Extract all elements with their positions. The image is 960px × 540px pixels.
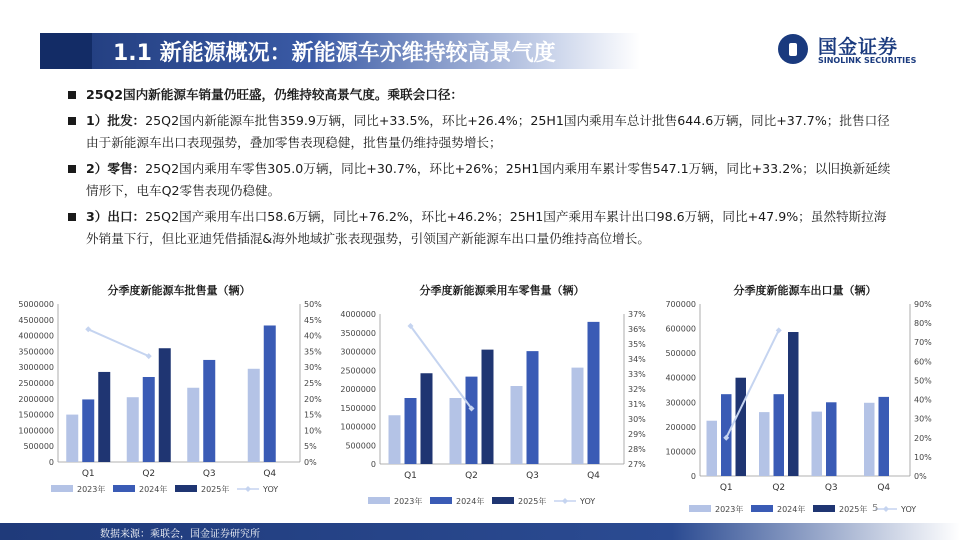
yoy-point xyxy=(85,326,91,332)
legend-marker-yoy xyxy=(562,498,568,504)
bar-2025年-Q1 xyxy=(98,372,110,462)
retail-chart xyxy=(318,282,654,514)
y2-tick-label: 30% xyxy=(914,414,932,424)
page-number: 5 xyxy=(872,503,879,514)
bullet-wholesale xyxy=(68,110,898,154)
x-tick-label: Q3 xyxy=(526,471,539,481)
y2-tick-label: 20% xyxy=(304,394,322,404)
y2-tick-label: 50% xyxy=(914,376,932,386)
y-tick-label: 5000000 xyxy=(18,300,54,309)
y2-tick-label: 80% xyxy=(914,319,932,329)
legend-swatch xyxy=(751,505,773,512)
bar-2024年-Q3 xyxy=(826,402,837,476)
y-tick-label: 0 xyxy=(48,458,54,467)
y-tick-label: 0 xyxy=(690,472,696,481)
chart-title: 分季度新能源乘用车零售量（辆） xyxy=(419,284,585,297)
bullet-intro xyxy=(68,84,898,106)
y2-tick-label: 30% xyxy=(628,415,646,424)
y2-tick-label: 35% xyxy=(304,347,322,357)
company-logo xyxy=(778,32,948,68)
legend-label: 2024年 xyxy=(139,485,168,494)
y2-tick-label: 28% xyxy=(628,445,646,454)
legend-swatch xyxy=(689,505,711,512)
y-tick-label: 1000000 xyxy=(340,422,376,432)
y2-tick-label: 20% xyxy=(914,433,932,443)
y2-tick-label: 40% xyxy=(914,395,932,405)
y2-tick-label: 27% xyxy=(628,460,646,469)
y2-tick-label: 30% xyxy=(304,363,322,373)
y-tick-label: 500000 xyxy=(665,349,696,359)
y-tick-label: 3500000 xyxy=(18,347,54,357)
bullet-label: 3）出口： xyxy=(86,209,146,224)
y2-tick-label: 90% xyxy=(914,300,932,309)
bar-2024年-Q2 xyxy=(143,377,155,462)
bullet-retail xyxy=(68,158,898,202)
y2-tick-label: 32% xyxy=(628,385,646,394)
y-tick-label: 3000000 xyxy=(340,347,376,357)
y-tick-label: 500000 xyxy=(23,442,54,452)
legend-label: 2024年 xyxy=(456,497,485,506)
y2-tick-label: 37% xyxy=(628,310,646,319)
y-tick-label: 4000000 xyxy=(340,310,376,319)
bar-2023年-Q4 xyxy=(248,369,260,462)
y-tick-label: 2000000 xyxy=(18,394,54,404)
y2-tick-label: 25% xyxy=(304,379,322,388)
y-tick-label: 600000 xyxy=(665,324,696,334)
bullet-label: 2）零售： xyxy=(86,161,146,176)
y-tick-label: 200000 xyxy=(665,422,696,432)
x-tick-label: Q2 xyxy=(772,483,786,493)
legend-swatch xyxy=(430,497,452,504)
y-tick-label: 2500000 xyxy=(340,366,376,376)
y2-tick-label: 40% xyxy=(304,331,322,341)
bar-2023年-Q2 xyxy=(759,412,770,476)
y-tick-label: 1500000 xyxy=(18,410,54,420)
bar-2023年-Q1 xyxy=(389,415,401,464)
legend-swatch xyxy=(175,485,197,492)
y2-tick-label: 10% xyxy=(914,452,932,462)
y2-tick-label: 5% xyxy=(304,442,317,452)
bar-2023年-Q3 xyxy=(187,388,199,462)
y-tick-label: 700000 xyxy=(665,300,696,309)
export-chart xyxy=(654,282,960,522)
bar-2024年-Q1 xyxy=(82,399,94,462)
chart-title: 分季度新能源车批售量（辆） xyxy=(107,284,251,297)
y2-tick-label: 35% xyxy=(628,340,646,349)
yoy-line xyxy=(726,330,779,437)
bar-2023年-Q4 xyxy=(572,368,584,464)
chart-svg xyxy=(8,282,330,502)
y2-tick-label: 29% xyxy=(628,430,646,439)
y2-tick-label: 50% xyxy=(304,300,322,309)
data-source: 数据来源：乘联会，国金证券研究所 xyxy=(100,529,260,540)
title-accent xyxy=(40,33,92,69)
y2-tick-label: 45% xyxy=(304,315,322,325)
chart-svg xyxy=(318,282,654,514)
yoy-line xyxy=(411,326,472,409)
legend-label: 2025年 xyxy=(201,485,230,494)
legend-marker-yoy xyxy=(245,486,251,492)
legend-swatch xyxy=(813,505,835,512)
legend-swatch xyxy=(113,485,135,492)
y2-tick-label: 0% xyxy=(304,458,317,467)
y-tick-label: 300000 xyxy=(665,398,696,408)
y2-tick-label: 34% xyxy=(628,355,646,364)
x-tick-label: Q4 xyxy=(263,469,277,479)
x-tick-label: Q2 xyxy=(465,471,478,481)
yoy-point xyxy=(146,353,152,359)
bar-2023年-Q3 xyxy=(812,412,823,476)
bar-2024年-Q1 xyxy=(405,398,417,464)
bullet-label: 1）批发： xyxy=(86,113,146,128)
legend-label: 2023年 xyxy=(77,485,106,494)
legend-swatch xyxy=(51,485,73,492)
x-tick-label: Q1 xyxy=(404,471,417,481)
y-tick-label: 2000000 xyxy=(340,385,376,394)
bar-2024年-Q2 xyxy=(466,377,478,464)
x-tick-label: Q2 xyxy=(142,469,156,479)
bar-2023年-Q2 xyxy=(450,398,462,464)
y-tick-label: 1500000 xyxy=(340,403,376,413)
y-tick-label: 2500000 xyxy=(18,379,54,388)
bar-2024年-Q4 xyxy=(264,325,276,462)
bullet-text: 25Q2国内新能源车销量仍旺盛，仍维持较高景气度。乘联会口径： xyxy=(86,87,464,102)
bullet-export xyxy=(68,206,898,250)
chart-title: 分季度新能源车出口量（辆） xyxy=(733,284,877,297)
bar-2023年-Q1 xyxy=(66,415,78,462)
y-tick-label: 3000000 xyxy=(18,363,54,373)
legend-label: 2025年 xyxy=(839,505,868,514)
legend-label: 2023年 xyxy=(394,497,423,506)
y-tick-label: 0 xyxy=(370,460,376,469)
legend-label: YOY xyxy=(580,497,596,506)
y2-tick-label: 0% xyxy=(914,472,927,481)
y-tick-label: 4000000 xyxy=(18,331,54,341)
bar-2024年-Q4 xyxy=(879,397,890,476)
bar-2024年-Q4 xyxy=(588,322,600,464)
bar-2023年-Q1 xyxy=(707,421,718,476)
y2-tick-label: 70% xyxy=(914,338,932,348)
x-tick-label: Q3 xyxy=(202,469,216,479)
bar-2025年-Q1 xyxy=(421,373,433,464)
legend-label: 2024年 xyxy=(777,505,806,514)
y2-tick-label: 60% xyxy=(914,357,932,367)
bullet-text: 25Q2国内新能源车批售359.9万辆，同比+33.5%，环比+26.4%；25H1国内乘用车总计批售644.6万辆，同比+37.7%；批售口径由于新能源车出口表现强势，叠加零售表现稳健，批售量仍维持强势增长； xyxy=(86,113,890,150)
bar-2025年-Q2 xyxy=(788,332,799,476)
legend-label: YOY xyxy=(901,505,917,514)
legend-swatch xyxy=(492,497,514,504)
bar-2025年-Q2 xyxy=(159,348,171,462)
bar-2023年-Q4 xyxy=(864,403,875,476)
x-tick-label: Q4 xyxy=(877,483,891,493)
x-tick-label: Q1 xyxy=(81,469,95,479)
bar-2025年-Q2 xyxy=(482,350,494,464)
bullet-text: 25Q2国产乘用车出口58.6万辆，同比+76.2%，环比+46.2%；25H1国产乘用车累计出口98.6万辆，同比+47.9%；虽然特斯拉海外销量下行，但比亚迪凭借插混&海外地域扩张表现强势，引领国产新能源车出口量仍维持高位增长。 xyxy=(86,209,887,246)
bar-2025年-Q1 xyxy=(736,378,747,476)
y2-tick-label: 36% xyxy=(628,325,646,334)
y-tick-label: 500000 xyxy=(345,441,376,451)
y2-tick-label: 15% xyxy=(304,410,322,420)
bar-2024年-Q3 xyxy=(527,351,539,464)
bullet-text: 25Q2国内乘用车零售305.0万辆，同比+30.7%，环比+26%；25H1国内乘用车累计零售547.1万辆，同比+33.2%；以旧换新延续情形下，电车Q2零售表现仍稳健。 xyxy=(86,161,891,198)
bullet-square-icon xyxy=(68,117,76,125)
wholesale-chart xyxy=(8,282,330,502)
bar-2023年-Q2 xyxy=(127,397,139,462)
y-tick-label: 4500000 xyxy=(18,315,54,325)
bar-2024年-Q2 xyxy=(774,394,785,476)
bar-2024年-Q3 xyxy=(203,360,215,462)
y2-tick-label: 10% xyxy=(304,426,322,436)
legend-marker-yoy xyxy=(883,506,889,512)
bullet-square-icon xyxy=(68,213,76,221)
legend-label: 2025年 xyxy=(518,497,547,506)
bullet-square-icon xyxy=(68,91,76,99)
y2-tick-label: 31% xyxy=(628,400,646,409)
legend-label: 2023年 xyxy=(715,505,744,514)
summary-bullets xyxy=(68,84,898,254)
y-tick-label: 400000 xyxy=(665,373,696,383)
yoy-line xyxy=(88,329,149,356)
x-tick-label: Q4 xyxy=(587,471,600,481)
legend-label: YOY xyxy=(263,485,279,494)
y-tick-label: 100000 xyxy=(665,447,696,457)
chart-svg xyxy=(654,282,960,522)
bullet-square-icon xyxy=(68,165,76,173)
legend-swatch xyxy=(368,497,390,504)
page-title: 1.1 新能源概况：新能源车亦维持较高景气度 xyxy=(113,41,556,66)
y2-tick-label: 33% xyxy=(628,370,646,379)
y-tick-label: 3500000 xyxy=(340,328,376,338)
x-tick-label: Q1 xyxy=(719,483,733,493)
x-tick-label: Q3 xyxy=(824,483,838,493)
y-tick-label: 1000000 xyxy=(18,426,54,436)
bar-2023年-Q3 xyxy=(511,386,523,464)
logo-name: 国金证券 xyxy=(818,36,899,58)
logo-english-name: SINOLINK SECURITIES xyxy=(818,56,917,65)
logo-icon xyxy=(778,34,808,64)
